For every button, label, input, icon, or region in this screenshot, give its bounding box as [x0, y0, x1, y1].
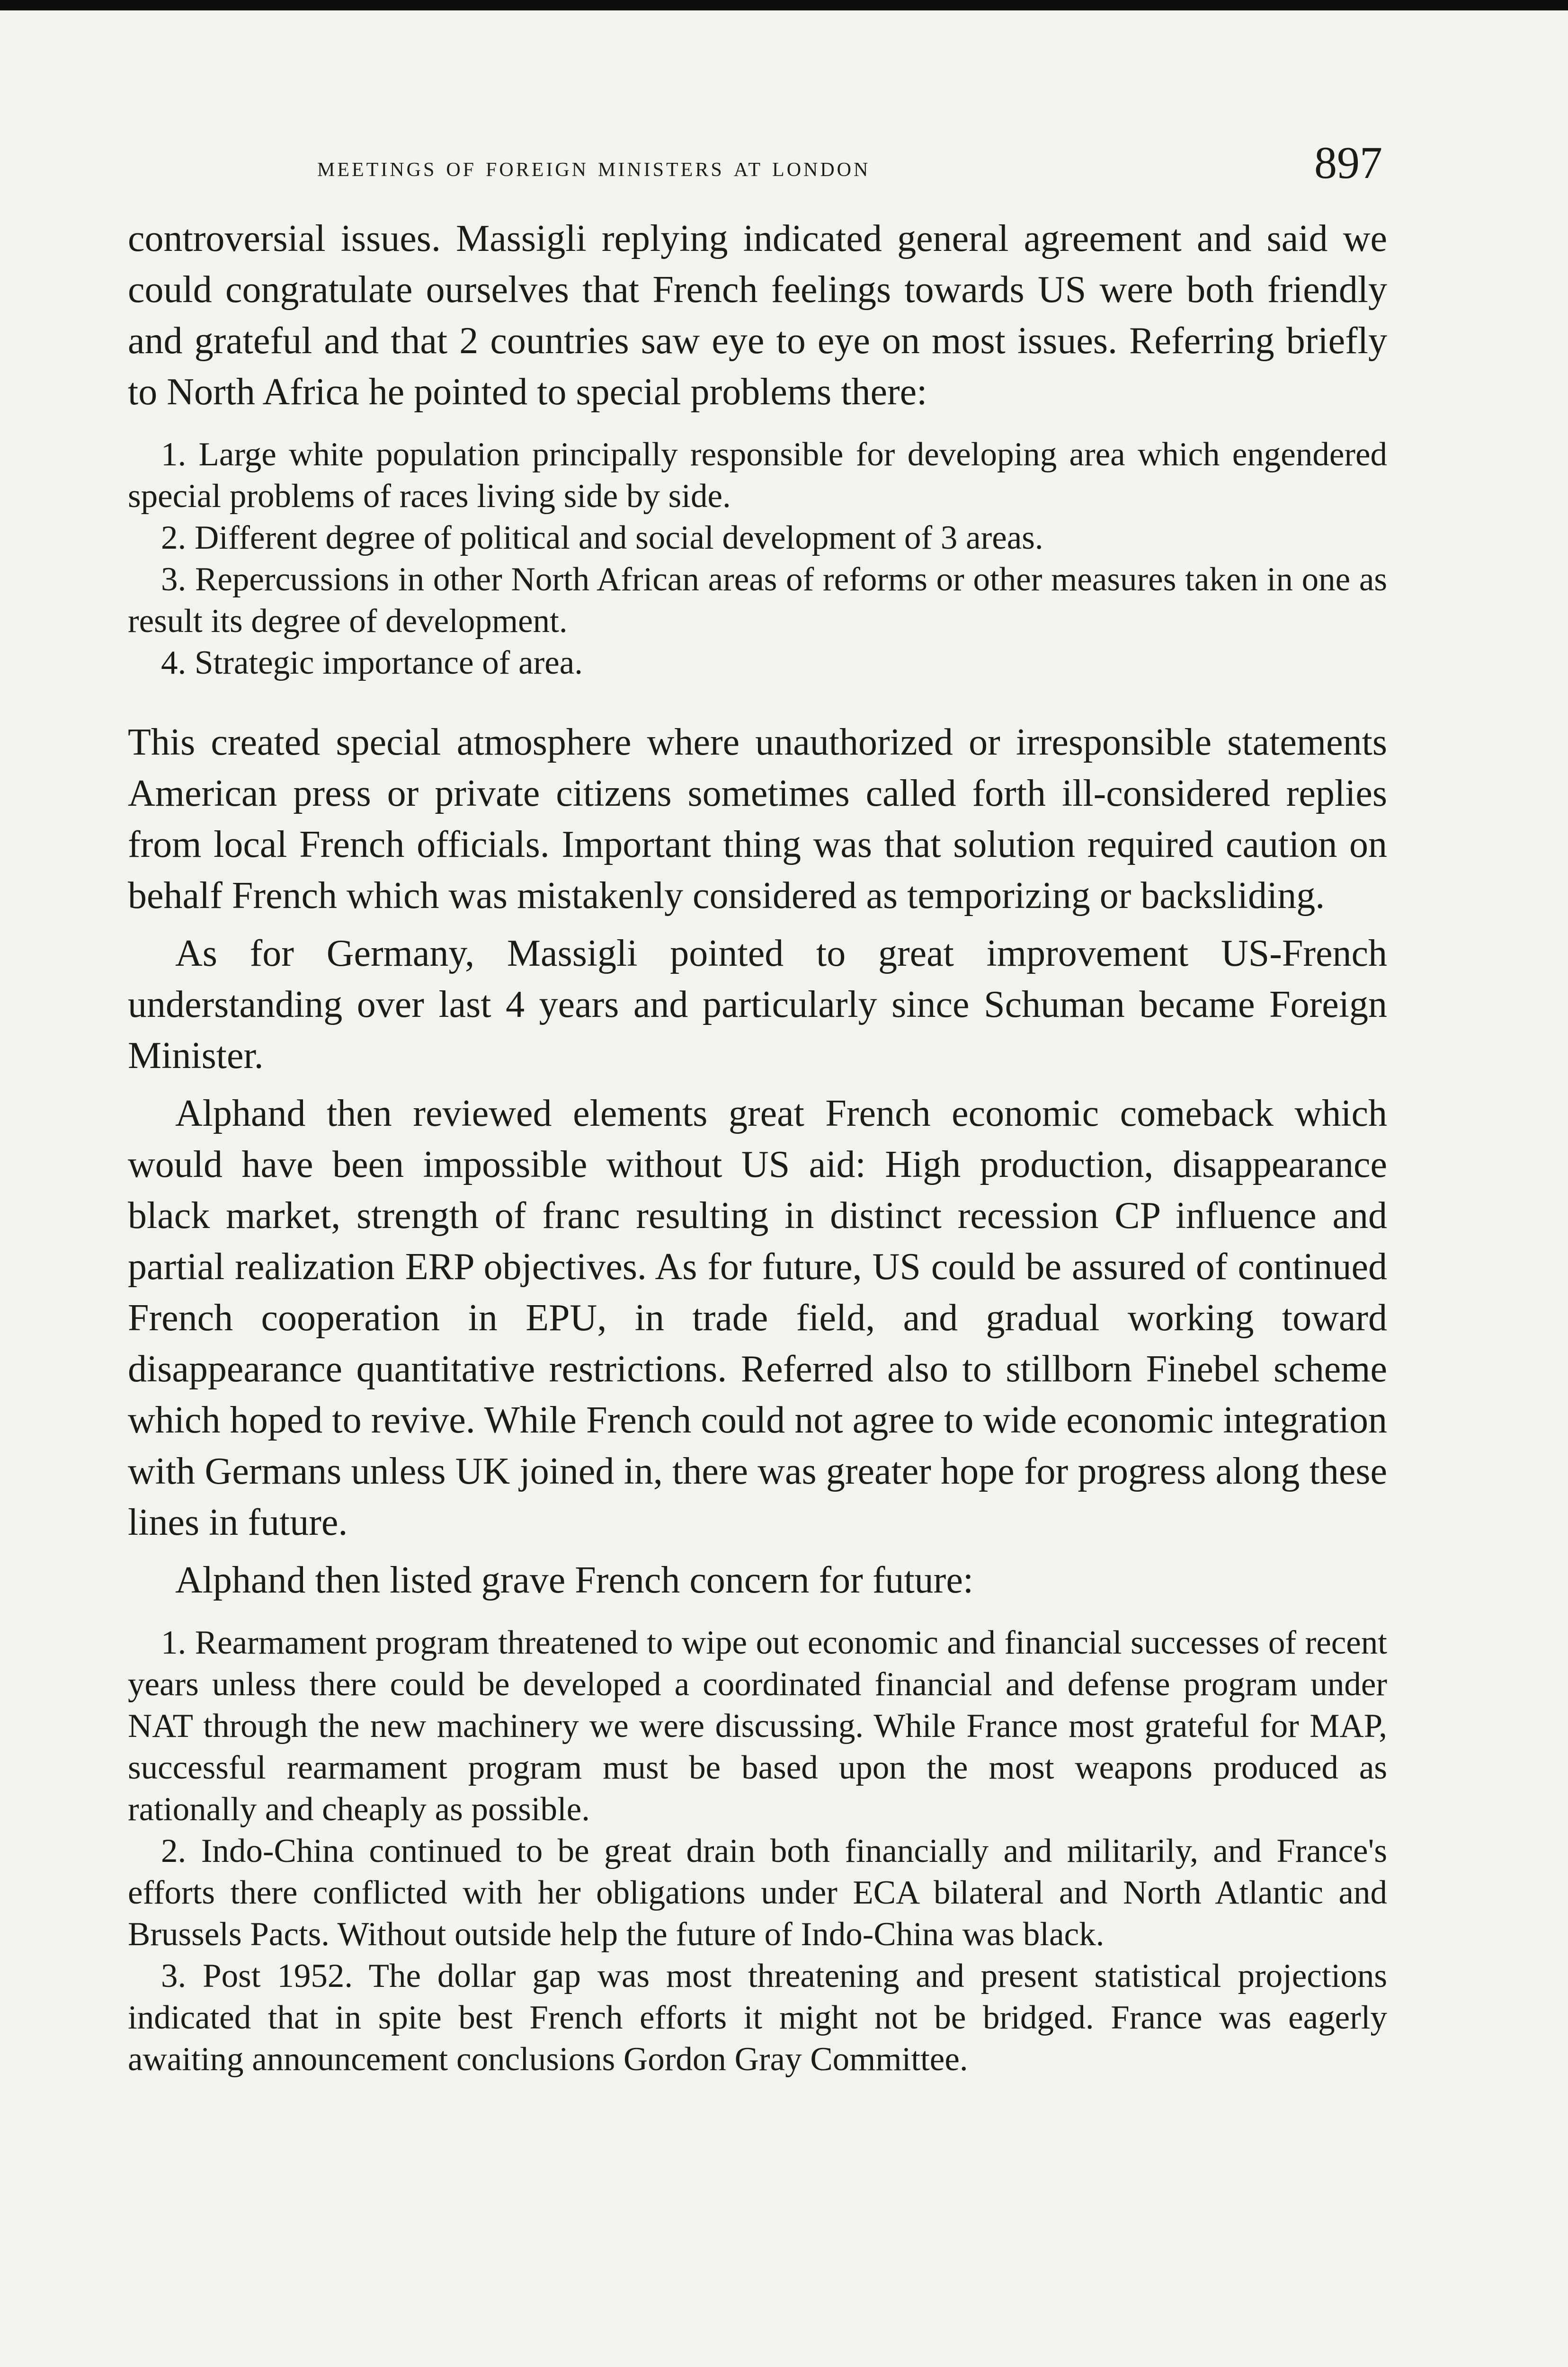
list-item: 4. Strategic importance of area.	[161, 644, 583, 681]
page-number: 897	[1314, 137, 1382, 188]
list-item: 2. Indo-China continued to be great drain both financially and militarily, and France's efforts there conflicted with her obligations under ECA bilateral and North Atlantic and Brussels Pacts. Without outside help the future of Indo-China was black.	[128, 1833, 1387, 1953]
list-item: 2. Different degree of political and social development of 3 areas.	[161, 519, 1043, 556]
paragraph-4: Alphand then reviewed elements great French economic comeback which would have been impossible without US aid: High production, disappearance black market, strength of franc resulting in distinct recession CP influence and partial realization ERP objectives. As for future, US could be assured of continued French cooperation in EPU, in trade field, and gradual working toward disappearance quantitative restrictions. Referred also to stillborn Finebel scheme which hoped to revive. While French could not agree to wide economic integration with Germans unless UK joined in, there was greater hope for progress along these lines in future.	[128, 1093, 1387, 1543]
paragraph-5: Alphand then listed grave French concern for future:	[175, 1559, 974, 1601]
paragraph-1: controversial issues. Massigli replying indicated general agreement and said we could congratulate ourselves that French feelings towards US were both friendly and grateful and that 2 countries saw eye to eye on most issues. Referring briefly to North Africa he pointed to special problems there:	[128, 218, 1387, 413]
list-item: 3. Repercussions in other North African areas of reforms or other measures taken in one as result its degree of development.	[128, 561, 1387, 640]
running-title: meetings of foreign ministers at london	[317, 151, 871, 182]
north-africa-problems-list	[128, 434, 1387, 684]
body-text	[128, 213, 1387, 2080]
document-page	[128, 128, 1387, 2113]
scan-top-edge	[0, 0, 1568, 10]
paragraph-2: This created special atmosphere where unauthorized or irresponsible statements American press or private citizens sometimes called forth ill-considered replies from local French officials. Important thing was that solution required caution on behalf French which was mistakenly considered as temporizing or backsliding.	[128, 721, 1387, 917]
french-concerns-list	[128, 1622, 1387, 2080]
list-item: 1. Large white population principally responsible for developing area which engendered special problems of races living side by side.	[128, 436, 1387, 515]
running-head	[128, 128, 1387, 194]
list-item: 1. Rearmament program threatened to wipe out economic and financial successes of recent years unless there could be developed a coordinated financial and defense program under NAT through the new machinery we were discussing. While France most grateful for MAP, successful rearmament program must be based upon the most weapons produced as rationally and cheaply as possible.	[128, 1624, 1387, 1828]
paragraph-3: As for Germany, Massigli pointed to great improvement US-French understanding over last 4 years and particularly since Schuman became Foreign Minister.	[128, 933, 1387, 1077]
list-item: 3. Post 1952. The dollar gap was most threatening and present statistical projections indicated that in spite best French efforts it might not be bridged. France was eagerly awaiting announcement conclusions Gordon Gray Committee.	[128, 1958, 1387, 2078]
